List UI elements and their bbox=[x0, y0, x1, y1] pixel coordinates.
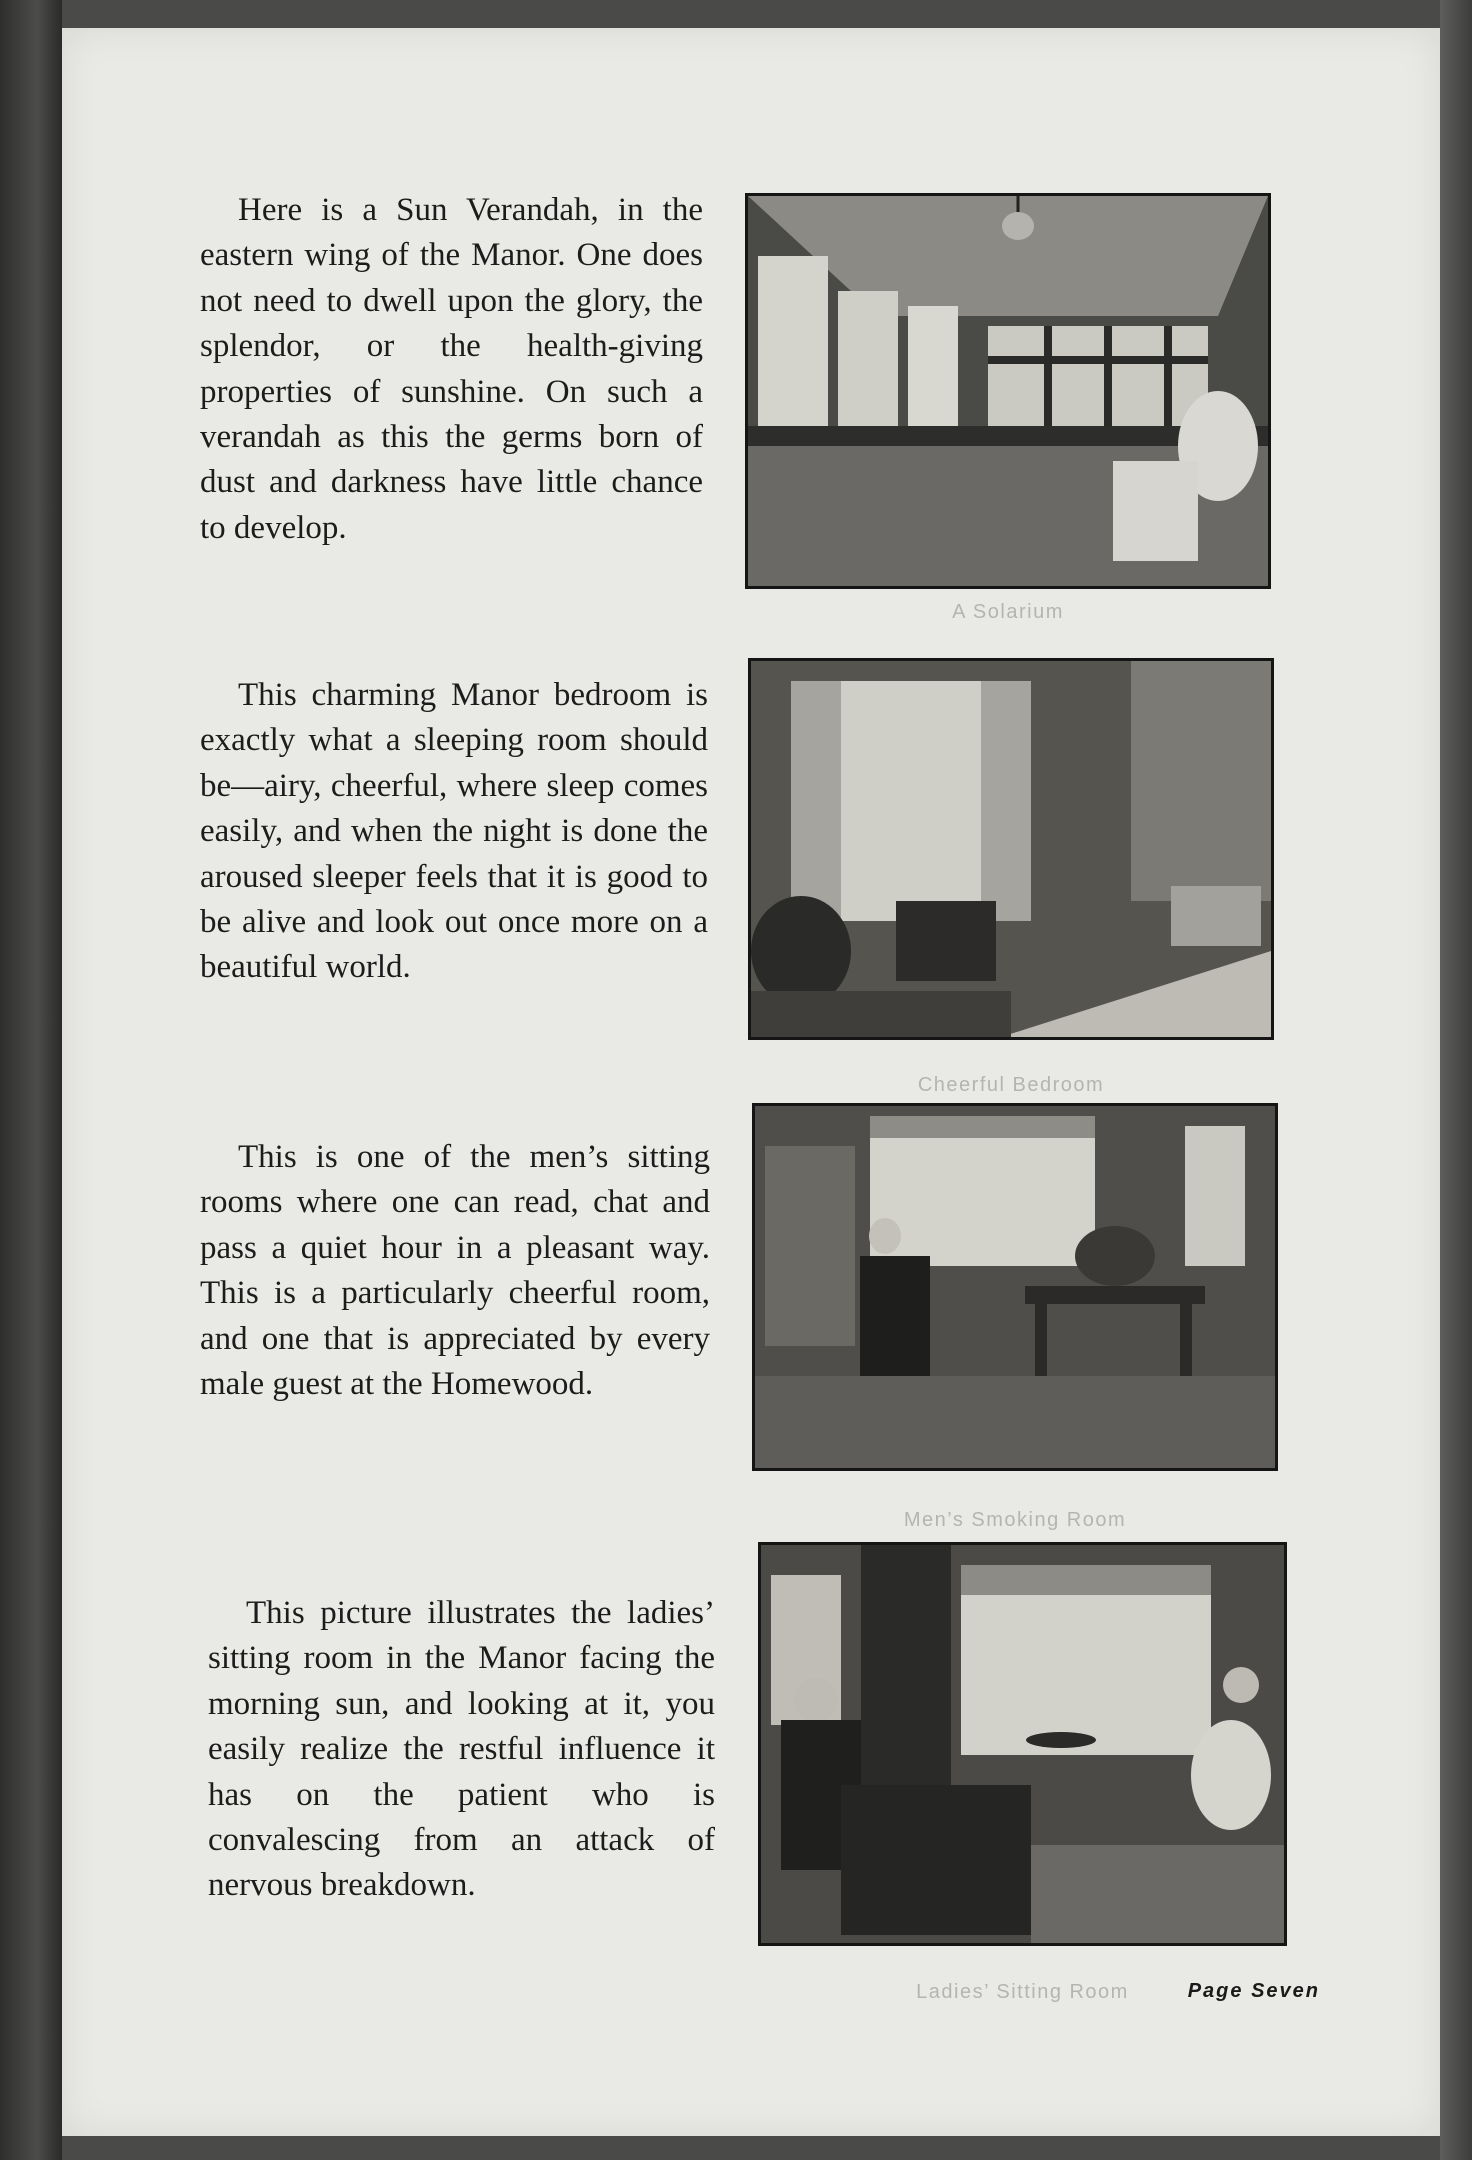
bedroom-caption: Cheerful Bedroom bbox=[917, 1074, 1105, 1096]
bedroom-image bbox=[751, 661, 1271, 1037]
solarium-caption: A Solarium bbox=[952, 601, 1064, 623]
solarium-paragraph: Here is a Sun Verandah, in the eastern wing of the Manor. One does not need to dwell upon the glory, the splendor, or the health-giving properties of sunshine. On such a verandah as this the germs born of dust and darkness have little chance to develop. bbox=[200, 192, 703, 546]
book-binding bbox=[0, 0, 62, 2160]
solarium-photo bbox=[745, 193, 1271, 589]
bedroom-photo bbox=[748, 658, 1274, 1040]
ladies-room-paragraph: This picture illustrates the ladies’ sitting room in the Manor facing the morning sun, and looking at it, you easily realize the restful influence it has on the patient who is convalescing from an attack of nervous breakdown. bbox=[208, 1595, 715, 1904]
page-number: Page Seven bbox=[1187, 1980, 1320, 2002]
mens-room-caption: Men’s Smoking Room bbox=[903, 1509, 1127, 1531]
ladies-room-image bbox=[761, 1545, 1284, 1943]
solarium-image bbox=[748, 196, 1268, 586]
page-sheet bbox=[62, 28, 1440, 2136]
ladies-room-photo bbox=[758, 1542, 1287, 1946]
mens-room-photo bbox=[752, 1103, 1278, 1471]
mens-room-paragraph: This is one of the men’s sitting rooms where one can read, chat and pass a quiet hour in a pleasant way. This is a particularly cheerful room, and one that is appreciated by every male guest at the Homewood. bbox=[200, 1139, 710, 1403]
bedroom-paragraph: This charming Manor bedroom is exactly what a sleeping room should be—airy, cheerful, where sleep comes easily, and when the night is done the aroused sleeper feels that it is good to be alive and look out once more on a beautiful world. bbox=[200, 677, 708, 986]
book-cover-edge bbox=[1440, 0, 1472, 2160]
ladies-room-caption: Ladies’ Sitting Room bbox=[916, 1981, 1129, 2003]
mens-room-image bbox=[755, 1106, 1275, 1468]
